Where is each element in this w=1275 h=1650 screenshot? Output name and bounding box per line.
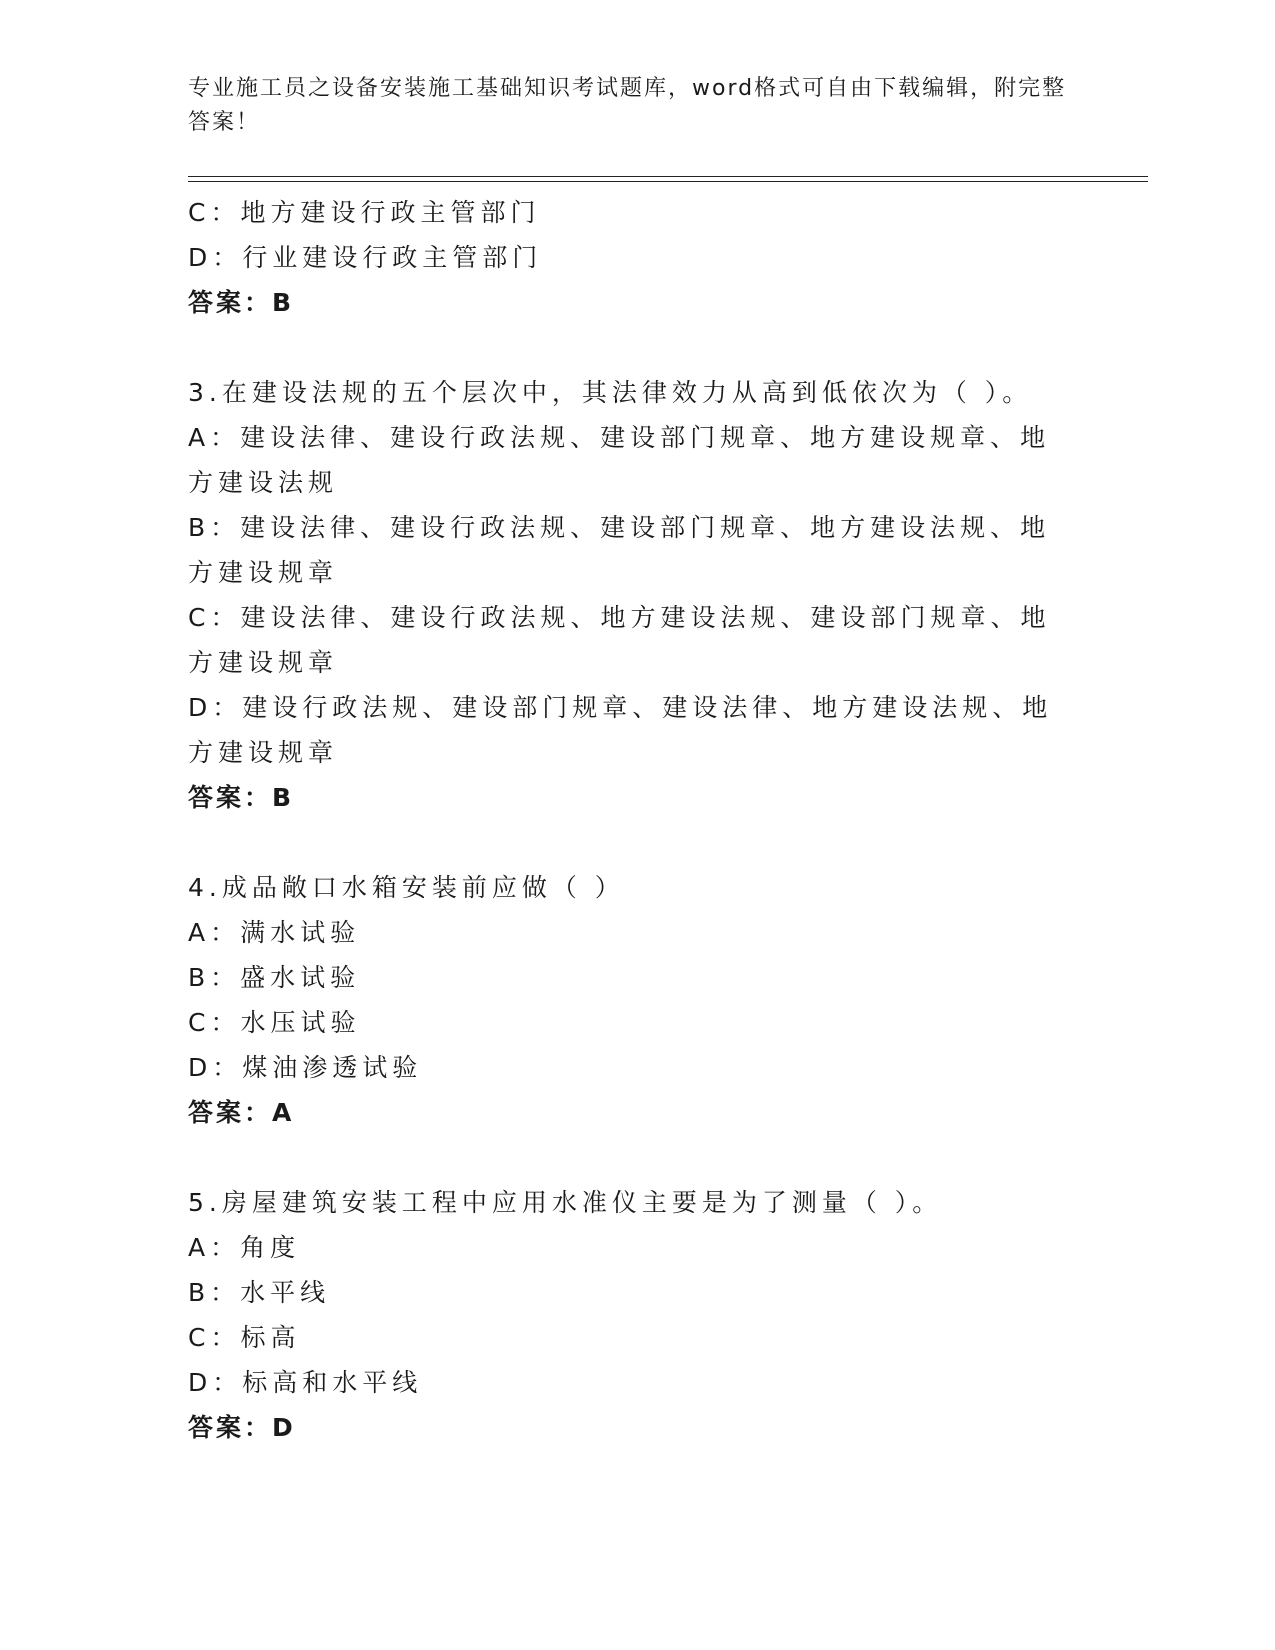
answer-text: 答案：A (188, 1098, 295, 1127)
document-header: 专业施工员之设备安装施工基础知识考试题库，word格式可自由下载编辑，附完整答案！ (188, 76, 1067, 135)
option-b: B：水平线 (188, 1278, 331, 1307)
option-c: C：地方建设行政主管部门 (188, 198, 541, 227)
option-d: D：行业建设行政主管部门 (188, 243, 543, 272)
spacer (188, 820, 1068, 865)
question-list (188, 190, 1068, 1450)
option-a: A：满水试验 (188, 918, 361, 947)
option-d: D：建设行政法规、建设部门规章、建设法律、地方建设法规、地方建设规章 (188, 693, 1053, 767)
question-2-continuation (188, 190, 1068, 325)
spacer (188, 325, 1068, 370)
answer-text: 答案：B (188, 783, 295, 812)
question-4 (188, 865, 1068, 1135)
answer-text: 答案：B (188, 288, 295, 317)
option-c: C：建设法律、建设行政法规、地方建设法规、建设部门规章、地方建设规章 (188, 603, 1051, 677)
option-d: D：煤油渗透试验 (188, 1053, 423, 1082)
answer-text: 答案：D (188, 1413, 296, 1442)
option-a: A：建设法律、建设行政法规、建设部门规章、地方建设规章、地方建设法规 (188, 423, 1051, 497)
question-text: 5.房屋建筑安装工程中应用水准仪主要是为了测量（ ）。 (188, 1188, 943, 1217)
option-c: C：水压试验 (188, 1008, 361, 1037)
option-a: A：角度 (188, 1233, 301, 1262)
question-3 (188, 370, 1068, 820)
spacer (188, 1135, 1068, 1180)
question-5 (188, 1180, 1068, 1450)
option-b: B：建设法律、建设行政法规、建设部门规章、地方建设法规、地方建设规章 (188, 513, 1051, 587)
question-text: 3.在建设法规的五个层次中，其法律效力从高到低依次为（ ）。 (188, 378, 1033, 407)
header-divider-bottom (188, 181, 1148, 182)
question-text: 4.成品敞口水箱安装前应做（ ） (188, 873, 625, 902)
option-b: B：盛水试验 (188, 963, 361, 992)
option-d: D：标高和水平线 (188, 1368, 423, 1397)
option-c: C：标高 (188, 1323, 301, 1352)
header-divider-top (188, 176, 1148, 177)
